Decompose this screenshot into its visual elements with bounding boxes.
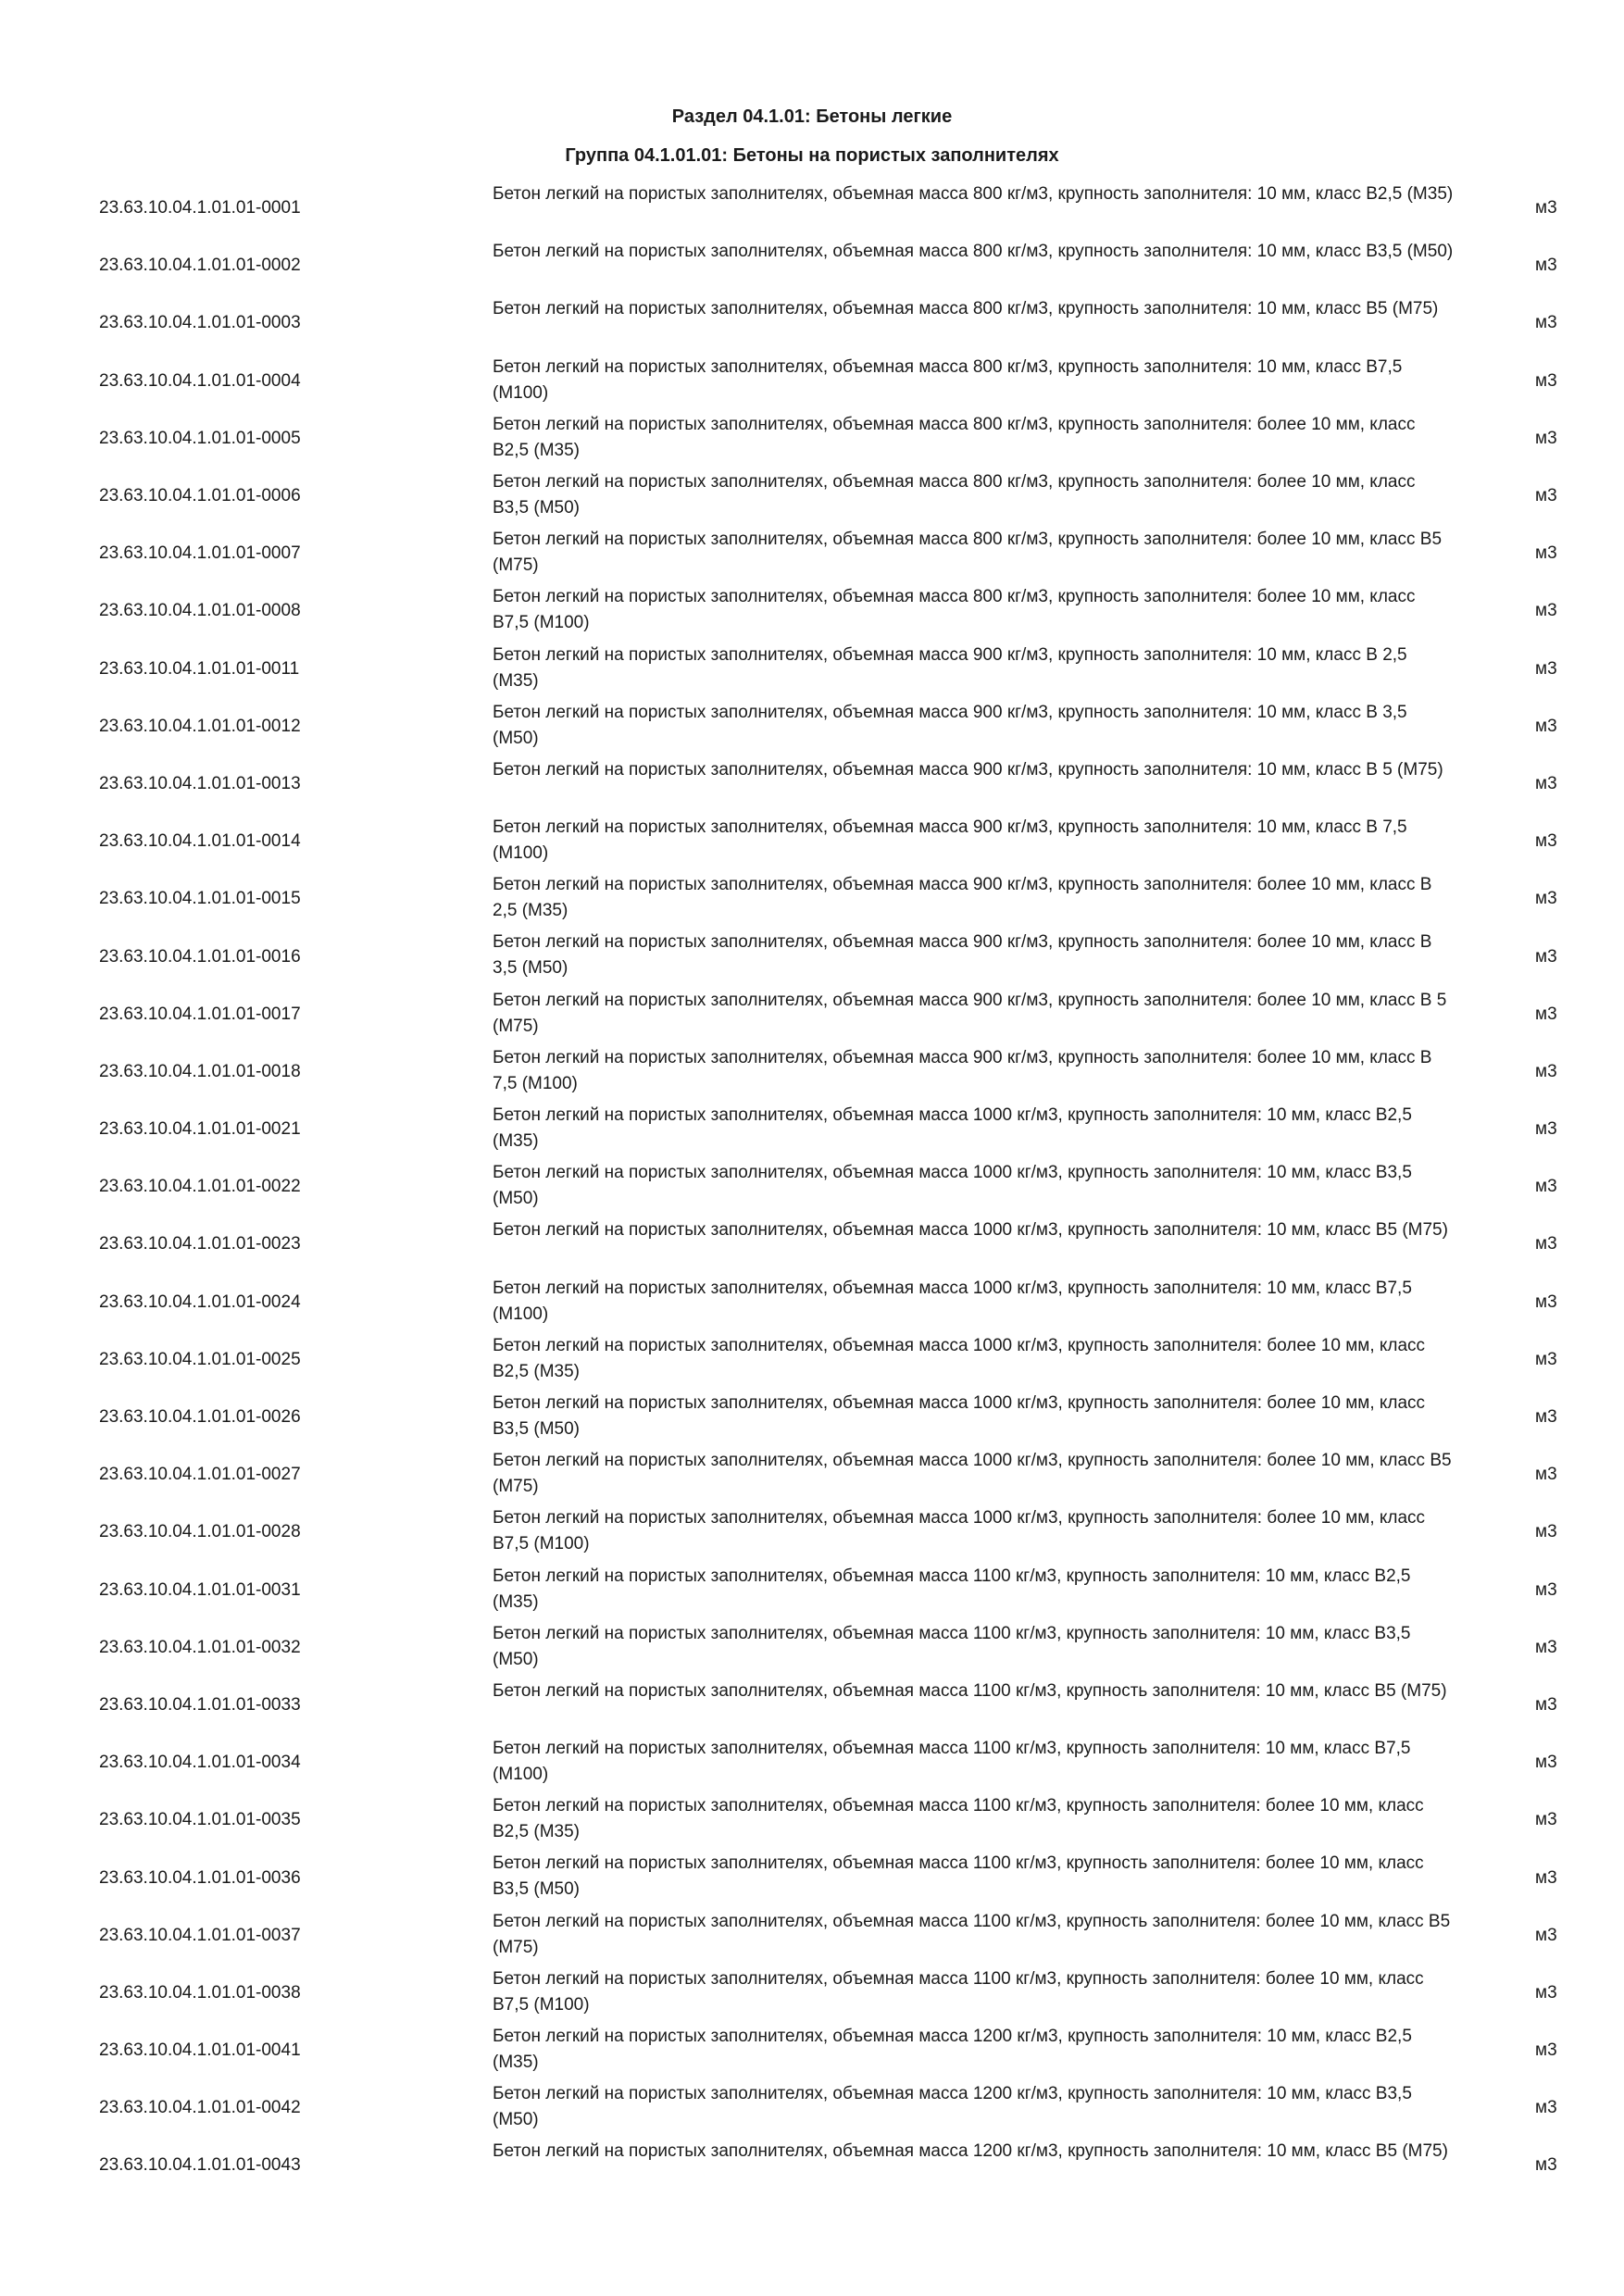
resource-description: Бетон легкий на пористых заполнителях, объемная масса 900 кг/м3, крупность заполнителя: более 10 мм, класс В 2,5 (М35) — [493, 875, 1432, 921]
resource-description: Бетон легкий на пористых заполнителях, объемная масса 1100 кг/м3, крупность заполнителя: более 10 мм, класс В2,5 (М35) — [493, 1796, 1424, 1842]
table-row — [0, 1504, 1624, 1561]
resource-description: Бетон легкий на пористых заполнителях, объемная масса 800 кг/м3, крупность заполнителя: 10 мм, класс В3,5 (М50) — [493, 242, 1454, 262]
table-row — [0, 1216, 1624, 1273]
resource-unit: м3 — [1535, 1867, 1557, 1888]
resource-unit: м3 — [1535, 773, 1557, 793]
resource-code: 23.63.10.04.1.01.01-0002 — [99, 256, 301, 276]
section-title: Раздел 04.1.01: Бетоны легкие — [671, 106, 953, 127]
resource-code: 23.63.10.04.1.01.01-0028 — [99, 1522, 301, 1542]
resource-unit: м3 — [1535, 428, 1557, 448]
resource-code: 23.63.10.04.1.01.01-0021 — [99, 1119, 301, 1140]
resource-description: Бетон легкий на пористых заполнителях, объемная масса 1100 кг/м3, крупность заполнителя: 10 мм, класс В7,5 (М100) — [493, 1739, 1411, 1785]
table-row — [0, 2137, 1624, 2194]
resource-code: 23.63.10.04.1.01.01-0038 — [99, 1982, 301, 2003]
resource-unit: м3 — [1535, 831, 1557, 852]
resource-description: Бетон легкий на пористых заполнителях, объемная масса 1000 кг/м3, крупность заполнителя: более 10 мм, класс В2,5 (М35) — [493, 1335, 1426, 1381]
resource-unit: м3 — [1535, 1579, 1557, 1600]
resource-description: Бетон легкий на пористых заполнителях, объемная масса 800 кг/м3, крупность заполнителя: 10 мм, класс В7,5 (М100) — [493, 356, 1403, 403]
resource-code: 23.63.10.04.1.01.01-0026 — [99, 1407, 301, 1428]
resource-unit: м3 — [1535, 1694, 1557, 1715]
resource-description: Бетон легкий на пористых заполнителях, объемная масса 1000 кг/м3, крупность заполнителя: более 10 мм, класс В3,5 (М50) — [493, 1392, 1426, 1439]
resource-description: Бетон легкий на пористых заполнителях, объемная масса 800 кг/м3, крупность заполнителя: 10 мм, класс В5 (М75) — [493, 299, 1439, 319]
table-row — [0, 1791, 1624, 1849]
resource-code: 23.63.10.04.1.01.01-0014 — [99, 831, 301, 852]
resource-description: Бетон легкий на пористых заполнителях, объемная масса 800 кг/м3, крупность заполнителя: более 10 мм, класс В3,5 (М50) — [493, 471, 1416, 518]
resource-unit: м3 — [1535, 601, 1557, 621]
resource-code: 23.63.10.04.1.01.01-0004 — [99, 370, 301, 391]
resource-unit: м3 — [1535, 313, 1557, 333]
resource-unit: м3 — [1535, 1753, 1557, 1773]
resource-code: 23.63.10.04.1.01.01-0012 — [99, 716, 301, 736]
table-row — [0, 755, 1624, 813]
resource-description: Бетон легкий на пористых заполнителях, объемная масса 900 кг/м3, крупность заполнителя: более 10 мм, класс В 3,5 (М50) — [493, 932, 1432, 979]
table-row — [0, 237, 1624, 294]
table-row — [0, 410, 1624, 468]
resource-unit: м3 — [1535, 1810, 1557, 1830]
resource-unit: м3 — [1535, 486, 1557, 506]
resource-code: 23.63.10.04.1.01.01-0008 — [99, 601, 301, 621]
resource-code: 23.63.10.04.1.01.01-0006 — [99, 486, 301, 506]
resource-description: Бетон легкий на пористых заполнителях, объемная масса 800 кг/м3, крупность заполнителя: более 10 мм, класс В5 (М75) — [493, 530, 1443, 576]
resource-code: 23.63.10.04.1.01.01-0011 — [99, 658, 300, 679]
resource-description: Бетон легкий на пористых заполнителях, объемная масса 1000 кг/м3, крупность заполнителя: 10 мм, класс В5 (М75) — [493, 1220, 1448, 1241]
table-row — [0, 1965, 1624, 2022]
table-row — [0, 928, 1624, 985]
resource-description: Бетон легкий на пористых заполнителях, объемная масса 1000 кг/м3, крупность заполнителя: более 10 мм, класс В5 (М75) — [493, 1451, 1452, 1497]
resource-unit: м3 — [1535, 2155, 1557, 2176]
resource-unit: м3 — [1535, 2098, 1557, 2118]
resource-description: Бетон легкий на пористых заполнителях, объемная масса 1100 кг/м3, крупность заполнителя: 10 мм, класс В5 (М75) — [493, 1680, 1447, 1701]
resource-description: Бетон легкий на пористых заполнителях, объемная масса 900 кг/м3, крупность заполнителя: 10 мм, класс В 2,5 (М35) — [493, 644, 1407, 691]
resource-code: 23.63.10.04.1.01.01-0033 — [99, 1694, 301, 1715]
resource-code: 23.63.10.04.1.01.01-0016 — [99, 946, 301, 967]
resource-code: 23.63.10.04.1.01.01-0005 — [99, 428, 301, 448]
resource-code: 23.63.10.04.1.01.01-0013 — [99, 773, 301, 793]
resource-description: Бетон легкий на пористых заполнителях, объемная масса 900 кг/м3, крупность заполнителя: 10 мм, класс В 7,5 (М100) — [493, 817, 1407, 864]
resource-code: 23.63.10.04.1.01.01-0041 — [99, 2040, 301, 2061]
table-row — [0, 294, 1624, 352]
resource-description: Бетон легкий на пористых заполнителях, объемная масса 1200 кг/м3, крупность заполнителя: 10 мм, класс В2,5 (М35) — [493, 2027, 1412, 2072]
resource-unit: м3 — [1535, 1407, 1557, 1428]
resource-description: Бетон легкий на пористых заполнителях, объемная масса 1100 кг/м3, крупность заполнителя: более 10 мм, класс В7,5 (М100) — [493, 1968, 1424, 2015]
resource-description: Бетон легкий на пористых заполнителях, объемная масса 1000 кг/м3, крупность заполнителя: 10 мм, класс В2,5 (М35) — [493, 1105, 1412, 1151]
group-title: Группа 04.1.01.01: Бетоны на пористых заполнителях — [565, 145, 1059, 166]
resource-unit: м3 — [1535, 1177, 1557, 1197]
resource-code: 23.63.10.04.1.01.01-0025 — [99, 1349, 301, 1369]
table-row — [0, 1907, 1624, 1965]
resource-unit: м3 — [1535, 1465, 1557, 1485]
table-row — [0, 1446, 1624, 1504]
table-row — [0, 2022, 1624, 2079]
resource-unit: м3 — [1535, 1234, 1557, 1254]
resource-unit: м3 — [1535, 1522, 1557, 1542]
table-row — [0, 1677, 1624, 1734]
resource-description: Бетон легкий на пористых заполнителях, объемная масса 800 кг/м3, крупность заполнителя: более 10 мм, класс В2,5 (М35) — [493, 414, 1416, 460]
resource-description: Бетон легкий на пористых заполнителях, объемная масса 1100 кг/м3, крупность заполнителя: более 10 мм, класс В5 (М75) — [493, 1911, 1451, 1957]
resource-description: Бетон легкий на пористых заполнителях, объемная масса 800 кг/м3, крупность заполнителя: 10 мм, класс В2,5 (М35) — [493, 184, 1454, 204]
resource-unit: м3 — [1535, 1982, 1557, 2003]
resource-description: Бетон легкий на пористых заполнителях, объемная масса 800 кг/м3, крупность заполнителя: более 10 мм, класс В7,5 (М100) — [493, 587, 1416, 633]
resource-description: Бетон легкий на пористых заполнителях, объемная масса 1000 кг/м3, крупность заполнителя: 10 мм, класс В3,5 (М50) — [493, 1163, 1412, 1209]
resource-code: 23.63.10.04.1.01.01-0035 — [99, 1810, 301, 1830]
resource-code: 23.63.10.04.1.01.01-0022 — [99, 1177, 301, 1197]
resource-unit: м3 — [1535, 198, 1557, 218]
table-row — [0, 1619, 1624, 1677]
resource-description: Бетон легкий на пористых заполнителях, объемная масса 1200 кг/м3, крупность заполнителя: 10 мм, класс В3,5 (М50) — [493, 2084, 1412, 2130]
resource-description: Бетон легкий на пористых заполнителях, объемная масса 1100 кг/м3, крупность заполнителя: более 10 мм, класс В3,5 (М50) — [493, 1853, 1424, 1900]
resource-code: 23.63.10.04.1.01.01-0032 — [99, 1637, 301, 1657]
table-row — [0, 525, 1624, 582]
resource-code: 23.63.10.04.1.01.01-0017 — [99, 1004, 301, 1024]
table-row — [0, 1158, 1624, 1216]
table-row — [0, 1389, 1624, 1446]
resource-code: 23.63.10.04.1.01.01-0034 — [99, 1753, 301, 1773]
resource-description: Бетон легкий на пористых заполнителях, объемная масса 900 кг/м3, крупность заполнителя: более 10 мм, класс В 5 (М75) — [493, 990, 1447, 1036]
table-row — [0, 180, 1624, 237]
resource-unit: м3 — [1535, 1925, 1557, 1945]
resource-code: 23.63.10.04.1.01.01-0027 — [99, 1465, 301, 1485]
table-row — [0, 986, 1624, 1043]
resource-unit: м3 — [1535, 543, 1557, 564]
resource-description: Бетон легкий на пористых заполнителях, объемная масса 1200 кг/м3, крупность заполнителя: 10 мм, класс В5 (М75) — [493, 2141, 1448, 2162]
resource-code: 23.63.10.04.1.01.01-0042 — [99, 2098, 301, 2118]
resource-unit: м3 — [1535, 2040, 1557, 2061]
resource-code: 23.63.10.04.1.01.01-0036 — [99, 1867, 301, 1888]
resource-unit: м3 — [1535, 1637, 1557, 1657]
resource-unit: м3 — [1535, 1004, 1557, 1024]
resource-unit: м3 — [1535, 1292, 1557, 1312]
resource-description: Бетон легкий на пористых заполнителях, объемная масса 1000 кг/м3, крупность заполнителя: более 10 мм, класс В7,5 (М100) — [493, 1508, 1426, 1554]
resource-code: 23.63.10.04.1.01.01-0001 — [99, 198, 301, 218]
table-row — [0, 1101, 1624, 1158]
resource-unit: м3 — [1535, 658, 1557, 679]
table-row — [0, 1331, 1624, 1389]
resource-unit: м3 — [1535, 946, 1557, 967]
table-row — [0, 1562, 1624, 1619]
resource-unit: м3 — [1535, 716, 1557, 736]
resource-description: Бетон легкий на пористых заполнителях, объемная масса 1100 кг/м3, крупность заполнителя: 10 мм, класс В3,5 (М50) — [493, 1623, 1411, 1669]
resource-description: Бетон легкий на пористых заполнителях, объемная масса 900 кг/м3, крупность заполнителя: 10 мм, класс В 3,5 (М50) — [493, 702, 1407, 748]
resource-description: Бетон легкий на пористых заполнителях, объемная масса 900 кг/м3, крупность заполнителя: 10 мм, класс В 5 (М75) — [493, 759, 1443, 780]
resource-table — [0, 180, 1624, 2195]
resource-unit: м3 — [1535, 1061, 1557, 1081]
table-row — [0, 870, 1624, 928]
resource-description: Бетон легкий на пористых заполнителях, объемная масса 1000 кг/м3, крупность заполнителя: 10 мм, класс В7,5 (М100) — [493, 1278, 1412, 1324]
table-row — [0, 698, 1624, 755]
table-row — [0, 813, 1624, 870]
resource-code: 23.63.10.04.1.01.01-0003 — [99, 313, 301, 333]
resource-description: Бетон легкий на пористых заполнителях, объемная масса 900 кг/м3, крупность заполнителя: более 10 мм, класс В 7,5 (М100) — [493, 1047, 1432, 1093]
table-row — [0, 1043, 1624, 1101]
resource-code: 23.63.10.04.1.01.01-0031 — [99, 1579, 301, 1600]
table-row — [0, 1274, 1624, 1331]
table-row — [0, 1849, 1624, 1906]
table-row — [0, 2079, 1624, 2137]
resource-code: 23.63.10.04.1.01.01-0024 — [99, 1292, 301, 1312]
table-row — [0, 1734, 1624, 1791]
resource-code: 23.63.10.04.1.01.01-0037 — [99, 1925, 301, 1945]
resource-description: Бетон легкий на пористых заполнителях, объемная масса 1100 кг/м3, крупность заполнителя: 10 мм, класс В2,5 (М35) — [493, 1566, 1411, 1612]
resource-code: 23.63.10.04.1.01.01-0043 — [99, 2155, 301, 2176]
resource-code: 23.63.10.04.1.01.01-0018 — [99, 1061, 301, 1081]
table-row — [0, 582, 1624, 640]
resource-code: 23.63.10.04.1.01.01-0015 — [99, 889, 301, 909]
resource-unit: м3 — [1535, 889, 1557, 909]
resource-unit: м3 — [1535, 370, 1557, 391]
resource-unit: м3 — [1535, 1119, 1557, 1140]
table-row — [0, 641, 1624, 698]
resource-code: 23.63.10.04.1.01.01-0023 — [99, 1234, 301, 1254]
resource-unit: м3 — [1535, 256, 1557, 276]
table-row — [0, 353, 1624, 410]
table-row — [0, 468, 1624, 525]
resource-unit: м3 — [1535, 1349, 1557, 1369]
resource-code: 23.63.10.04.1.01.01-0007 — [99, 543, 301, 564]
